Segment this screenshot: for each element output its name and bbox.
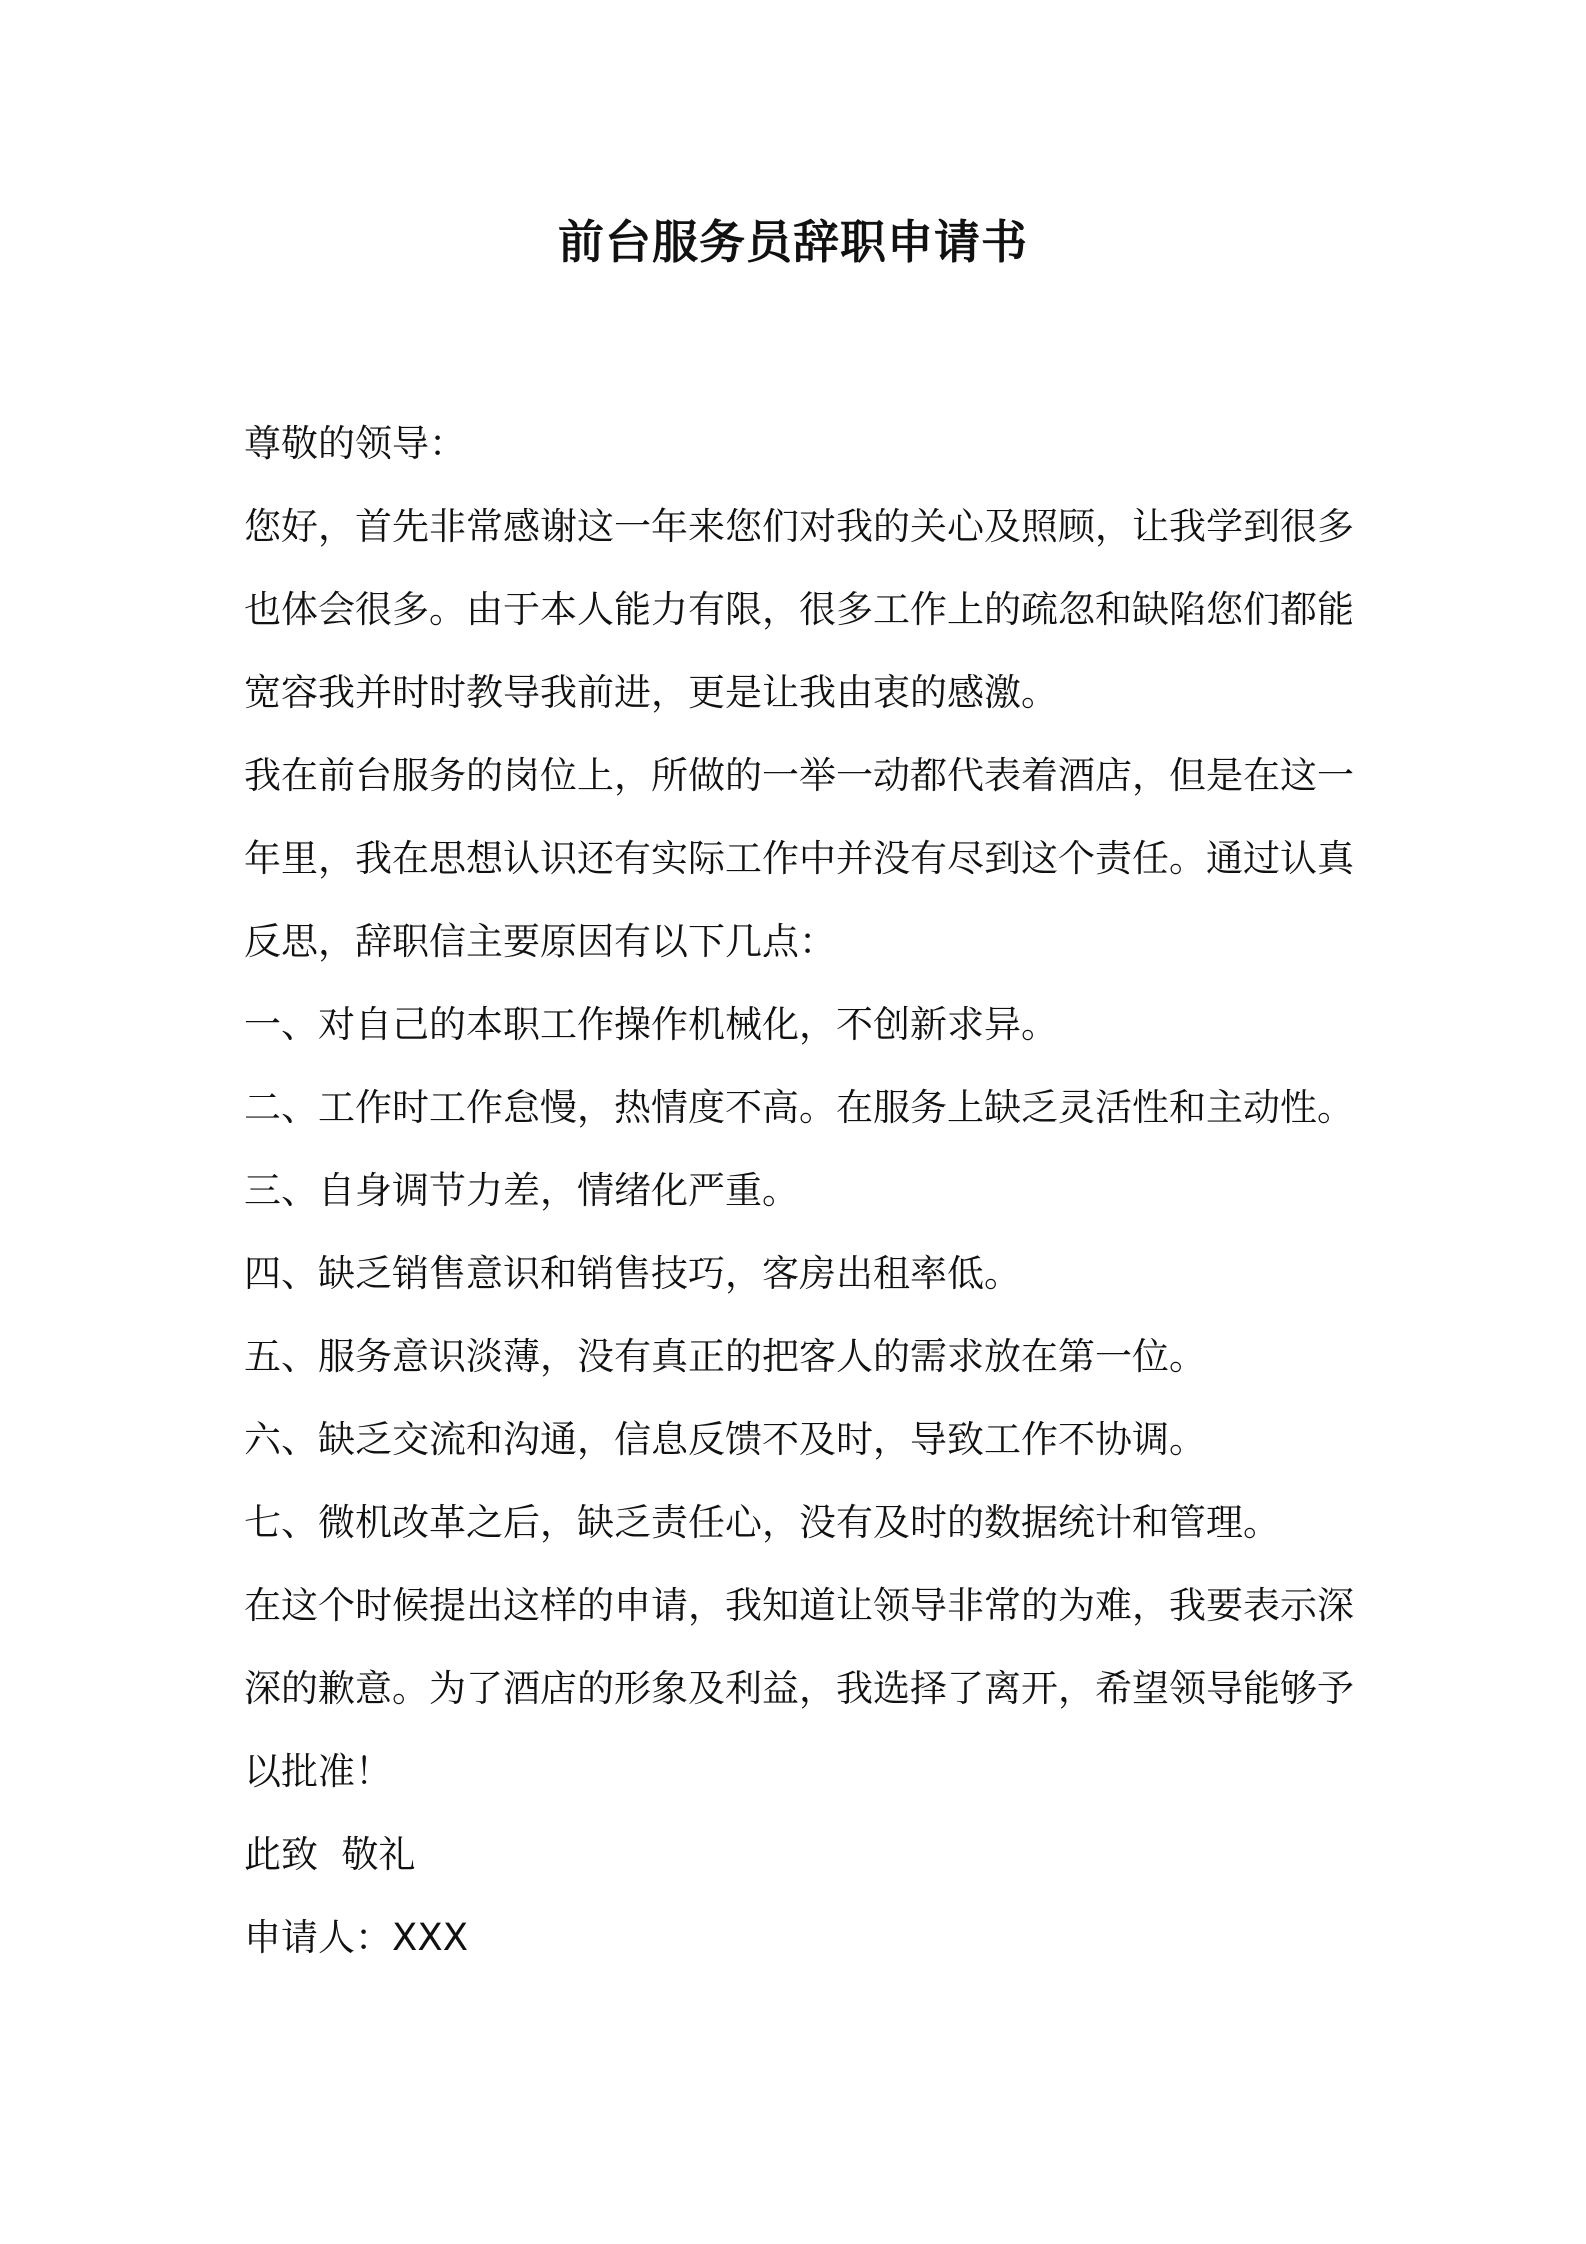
reason-item: 七、微机改革之后，缺乏责任心，没有及时的数据统计和管理。	[244, 1501, 1280, 1544]
reason-item: 五、服务意识淡薄，没有真正的把客人的需求放在第一位。	[244, 1335, 1206, 1378]
paragraph-line: 您好，首先非常感谢这一年来您们对我的关心及照顾，让我学到很多	[244, 505, 1354, 548]
paragraph-line: 深的歉意。为了酒店的形象及利益，我选择了离开，希望领导能够予	[244, 1667, 1354, 1710]
reason-item: 二、工作时工作怠慢，热情度不高。在服务上缺乏灵活性和主动性。	[244, 1086, 1354, 1129]
paragraph-line: 我在前台服务的岗位上，所做的一举一动都代表着酒店，但是在这一	[244, 754, 1354, 797]
letter-body	[244, 402, 1354, 1979]
document-title: 前台服务员辞职申请书	[558, 215, 1028, 269]
paragraph-line: 宽容我并时时教导我前进，更是让我由衷的感激。	[244, 671, 1058, 714]
paragraph-line: 也体会很多。由于本人能力有限，很多工作上的疏忽和缺陷您们都能	[244, 588, 1354, 631]
salutation: 尊敬的领导：	[244, 422, 466, 465]
reason-item: 一、对自己的本职工作操作机械化，不创新求异。	[244, 1003, 1058, 1046]
paragraph-line: 反思，辞职信主要原因有以下几点：	[244, 920, 836, 963]
paragraph-line: 年里，我在思想认识还有实际工作中并没有尽到这个责任。通过认真	[244, 837, 1354, 880]
reason-item: 六、缺乏交流和沟通，信息反馈不及时，导致工作不协调。	[244, 1418, 1206, 1461]
reason-item: 四、缺乏销售意识和销售技巧，客房出租率低。	[244, 1252, 1021, 1295]
closing: 此致 敬礼	[244, 1833, 416, 1876]
applicant-signature: 申请人：XXX	[244, 1916, 469, 1959]
reason-item: 三、自身调节力差，情绪化严重。	[244, 1169, 799, 1212]
paragraph-line: 在这个时候提出这样的申请，我知道让领导非常的为难，我要表示深	[244, 1584, 1354, 1627]
paragraph-line: 以批准！	[244, 1750, 392, 1793]
